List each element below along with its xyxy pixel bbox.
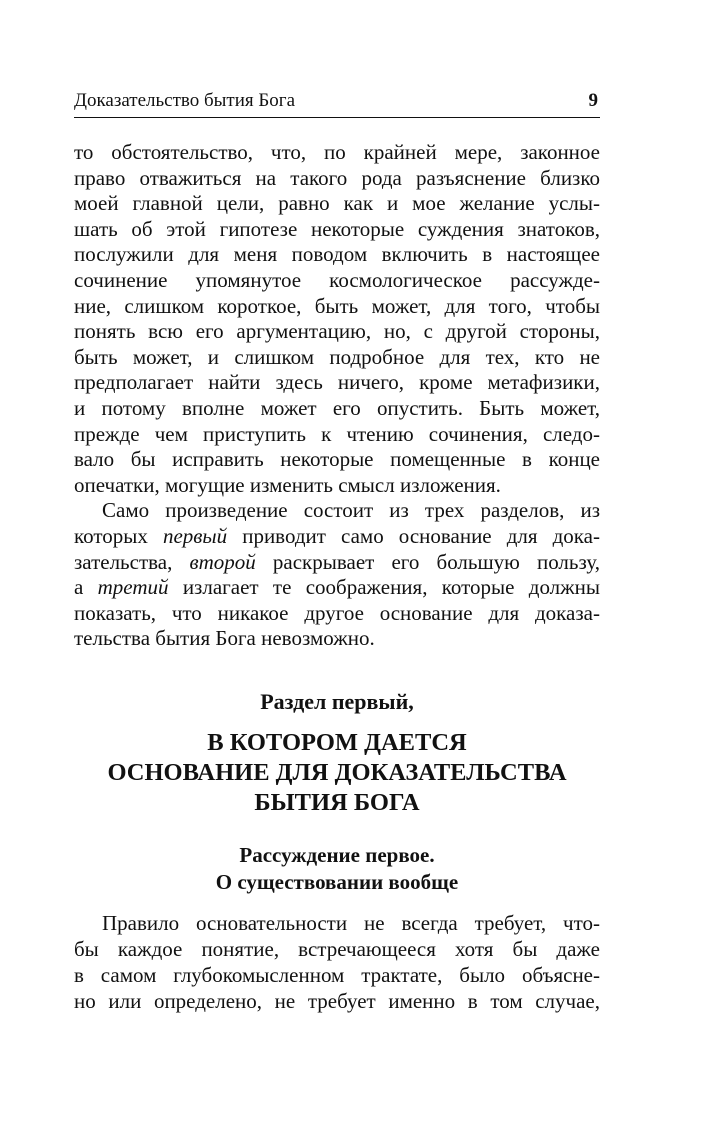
paragraph-2 bbox=[74, 498, 600, 652]
running-head bbox=[74, 88, 600, 114]
section-label: Раздел первый, bbox=[260, 688, 414, 714]
text-line: то обстоятельство, что, по крайней мере, законное bbox=[74, 140, 600, 164]
text-line: но или определено, не требует именно в том случае, bbox=[74, 988, 600, 1013]
emphasis: первый bbox=[162, 523, 228, 548]
text-fragment: а bbox=[74, 575, 98, 600]
text-line: шать об этой гипотезе некоторые суждения знатоков, bbox=[74, 216, 600, 241]
text-line: моей главной цели, равно как и мое желание услы- bbox=[74, 191, 600, 216]
section-title-line: В КОТОРОМ ДАЕТСЯ bbox=[207, 728, 467, 756]
text-line: опечатки, могущие изменить смысл изложения. bbox=[74, 472, 501, 497]
chapter-title-line: Рассуждение первое. bbox=[239, 842, 435, 867]
text-line: и потому вполне может его опустить. Быть может, bbox=[74, 395, 600, 420]
text-line bbox=[74, 550, 600, 576]
section-title-line: БЫТИЯ БОГА bbox=[254, 788, 420, 816]
header-rule bbox=[74, 117, 600, 118]
text-fragment: зательства, bbox=[74, 549, 190, 574]
text-line: показать, что никакое другое основание для доказа- bbox=[74, 600, 600, 625]
text-line bbox=[74, 575, 600, 601]
text-line: Само произведение состоит из трех разделов, из bbox=[102, 498, 600, 523]
body-text bbox=[74, 140, 600, 652]
text-line: Правило основательности не всегда требует, что- bbox=[102, 910, 600, 935]
text-line: сочинение упомянутое космологическое рассужде- bbox=[74, 267, 600, 292]
text-line: тельства бытия Бога невозможно. bbox=[74, 626, 375, 651]
section-title bbox=[74, 728, 600, 818]
text-line: понять всю его аргументацию, но, с другой стороны, bbox=[74, 319, 600, 344]
chapter-title-line: О существовании вообще bbox=[215, 869, 459, 894]
text-line: быть может, и слишком подробное для тех, кто не bbox=[74, 344, 600, 369]
emphasis: второй bbox=[189, 549, 256, 574]
text-line: ние, слишком короткое, быть может, для того, чтобы bbox=[74, 293, 600, 318]
text-line: бы каждое понятие, встречающееся хотя бы даже bbox=[74, 936, 600, 961]
text-fragment: которых bbox=[74, 523, 163, 548]
section-title-line: ОСНОВАНИЕ ДЛЯ ДОКАЗАТЕЛЬСТВА bbox=[107, 758, 567, 786]
text-line: послужили для меня поводом включить в настоящее bbox=[74, 242, 600, 267]
emphasis: третий bbox=[97, 575, 169, 600]
text-fragment: приводит само основание для дока- bbox=[227, 523, 600, 548]
text-line bbox=[74, 524, 600, 550]
chapter-title bbox=[74, 842, 600, 896]
text-line: право отважиться на такого рода разъяснение близко bbox=[74, 165, 600, 190]
running-title: Доказательство бытия Бога bbox=[74, 90, 296, 111]
text-line: вало бы исправить некоторые помещенные в конце bbox=[74, 447, 600, 472]
paragraph-1 bbox=[74, 140, 600, 498]
book-page bbox=[74, 88, 600, 1014]
text-fragment: раскрывает его большую пользу, bbox=[255, 549, 600, 574]
text-line: прежде чем приступить к чтению сочинения, следо- bbox=[74, 421, 600, 446]
text-line: предполагает найти здесь ничего, кроме метафизики, bbox=[74, 370, 600, 395]
paragraph-3 bbox=[74, 910, 600, 1014]
text-line: в самом глубокомысленном трактате, было объясне- bbox=[74, 962, 600, 987]
text-fragment: излагает те соображения, которые должны bbox=[168, 575, 601, 600]
page-number: 9 bbox=[588, 90, 598, 111]
